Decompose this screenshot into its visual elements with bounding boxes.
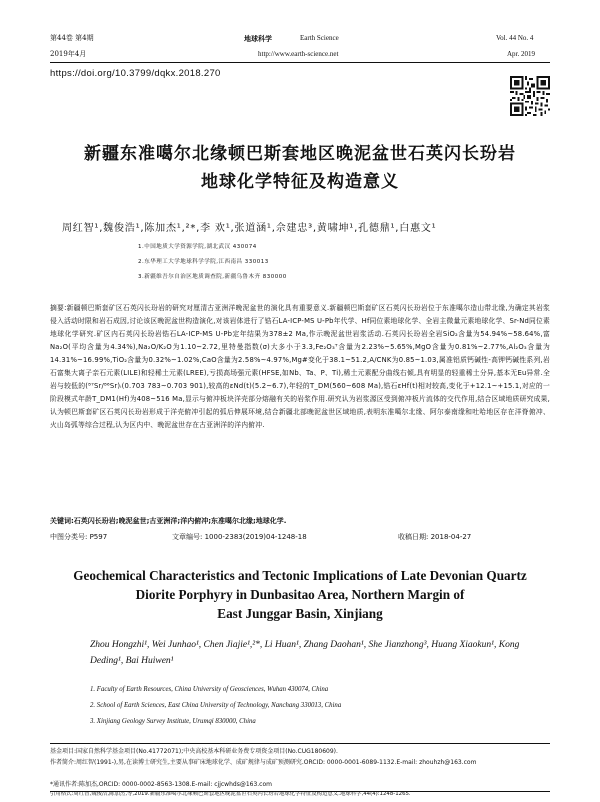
date-cn: 2019年4月 <box>50 50 87 58</box>
affiliation-cn-1: 1.中国地质大学资源学院,湖北武汉 430074 <box>138 244 257 250</box>
journal-url[interactable]: http://www.earth-science.net <box>258 50 339 58</box>
footnote-funding: 基金项目:国家自然科学基金项目(No.41772071);中央高校基本科研业务费专项资金项目(No.CUG180609). <box>50 748 338 755</box>
affiliation-en-2: 2. School of Earth Sciences, East China University of Technology, Nanchang 330013, China <box>90 702 342 709</box>
qr-code <box>510 76 550 116</box>
received-date: 收稿日期: 2018-04-27 <box>398 533 472 541</box>
clc-number: 中图分类号: P597 <box>50 533 108 541</box>
volume-cn: 第44卷 第4期 <box>50 34 94 42</box>
title-en-line3: East Junggar Basin, Xinjiang <box>217 606 383 621</box>
doi-link[interactable]: https://doi.org/10.3799/dqkx.2018.270 <box>50 68 221 79</box>
header-rule <box>50 62 550 63</box>
citation: 引用格式:周红智,魏俊浩,陈加杰,等,2019.新疆东准噶尔北缘顿巴斯套地区晚泥盆世石英闪长玢岩地球化学特征及构造意义.地球科学,44(4):1248-1265. <box>50 791 411 797</box>
title-cn-line1: 新疆东准噶尔北缘顿巴斯套地区晚泥盆世石英闪长玢岩 <box>84 144 516 164</box>
volume-en: Vol. 44 No. 4 <box>496 34 534 42</box>
title-en-line1: Geochemical Characteristics and Tectonic Implications of Late Devonian Quartz <box>73 568 527 583</box>
keywords-cn: 关键词:石英闪长玢岩;晚泥盆世;古亚洲洋;洋内俯冲;东准噶尔北缘;地球化学. <box>50 517 287 525</box>
date-en: Apr. 2019 <box>507 50 535 58</box>
affiliation-en-1: 1. Faculty of Earth Resources, China University of Geosciences, Wuhan 430074, China <box>90 686 329 693</box>
article-number: 文章编号: 1000-2383(2019)04-1248-18 <box>172 533 307 541</box>
affiliation-cn-3: 3.新疆维吾尔自治区地质调查院,新疆乌鲁木齐 830000 <box>138 274 287 280</box>
authors-cn: 周红智¹,魏俊浩¹,陈加杰¹,²*,李 欢¹,张道涵¹,佘建忠³,黄啸坤¹,孔德鼎¹,白惠文¹ <box>62 223 437 234</box>
title-en-line2: Diorite Porphyry in Dunbasitao Area, Northern Margin of <box>135 587 465 602</box>
affiliation-en-3: 3. Xinjiang Geology Survey Institute, Urumqi 830000, China <box>90 718 256 725</box>
title-cn-line2: 地球化学特征及构造意义 <box>201 172 399 192</box>
footnote-corresponding: *通讯作者:陈加杰,ORCID: 0000-0002-8563-1308.E-mail: cjjcwhds@163.com <box>50 781 273 788</box>
journal-en: Earth Science <box>300 34 339 42</box>
affiliation-cn-2: 2.东华理工大学地球科学学院,江西南昌 330013 <box>138 259 269 265</box>
footnote-rule <box>50 743 550 744</box>
abstract-cn: 摘要:新疆顿巴斯套矿区石英闪长玢岩的研究对厘清古亚洲洋晚泥盆世的演化具有重要意义.新疆顿巴斯套矿区石英闪长玢岩位于东准噶尔造山带北缘,为确定其岩浆侵入活动时限和岩石成因,讨论该区晚泥盆世构造演化,对该岩体进行了锆石LA-ICP-MS U-Pb年代学、Hf同位素地球化学、全岩主微量元素地球化学、Sr-Nd同位素地球化学研究.矿区内石英闪长玢岩锆石LA-ICP-MS U-Pb定年结果为378±2 Ma,作示晚泥盆世岩浆活动.石英闪长玢岩全岩SiO₂含量为54.94%~58.64%,富Na₂O(平均含量为4.34%),Na₂O/K₂O为1.10~2.72,里特曼指数(σ)大多小于3.3,Fe₂O₃ᵀ含量为2.23%~5.65%,MgO含量为0.81%~2.77%,Al₂O₃含量为14.31%~16.99%,TiO₂含量为0.32%~1.02%,CaO含量为2.58%~4.97%,Mg#变化于38.1~51.2,A/CNK为0.85~1.03,属准铝质钙碱性-高钾钙碱性系列,岩石富集大离子亲石元素(LILE)和轻稀土元素(LREE),亏损高场强元素(HFSE,如Nb、Ta、P、Ti),稀土元素配分曲线右倾,具有明显的轻重稀土分异,基本无Eu异常.全岩与较低的(⁸⁷Sr/⁸⁶Sr)ᵢ(0.703 783~0.703 901),较高的εNd(t)(5.2~6.7),年轻的T_DM(560~608 Ma),锆石εHf(t)相对较高,变化于+12.1~+15.1,对应的一阶段模式年龄T_DM1(Hf)为408~516 Ma,显示与俯冲板块洋壳部分熔融有关的岩浆作用.研究认为岩浆源区受到俯冲板片流体的交代作用,结合区域地质研究成果,认为顿巴斯套矿区石英闪长玢岩形成于洋壳俯冲引起的弧后伸展环境,结合新疆北部晚泥盆世区域地质,表明东准噶尔北缘、阿尔泰南缘和吐哈地区存在洋脊俯冲、火山岛弧等综合过程,认为区内中、晚泥盆世存在古亚洲洋的洋内俯冲. <box>50 304 550 429</box>
authors-en: Zhou Hongzhi¹, Wei Junhao¹, Chen Jiajie¹,²*, Li Huan¹, Zhang Daohan¹, She Jianzhong³, Huang Xiaokun¹, Kong Deding¹, Bai Huiwen¹ <box>90 640 520 666</box>
journal-cn: 地球科学 <box>244 34 272 43</box>
footnote-author-bio: 作者简介:周红智(1991-),男,在读博士研究生,主要从事矿床地球化学、成矿规律与成矿预测研究.ORCID: 0000-0001-6089-1132.E-mail: zhouhzh@163.com <box>50 759 477 766</box>
